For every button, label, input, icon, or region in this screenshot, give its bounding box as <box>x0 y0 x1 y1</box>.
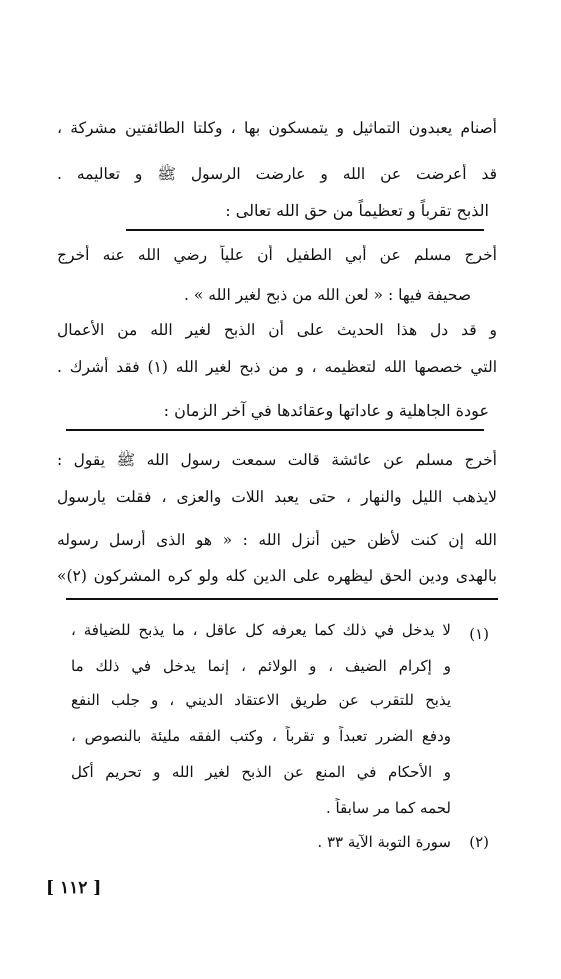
section-heading: الذبح تقرباً و تعظيماً من حق الله تعالى : <box>225 201 489 220</box>
body-line: أخرج مسلم عن أبي الطفيل أن علياً رضي الله عنه أخرج <box>57 246 497 264</box>
footnote-line: و الأحكام في المنع عن الذبح لغير الله و تحريم أكل <box>71 763 451 781</box>
footnote-separator <box>66 598 498 600</box>
page-number: [ ١١٢ ] <box>46 878 102 898</box>
footnote-line: لحمه كما مر سابقاً . <box>326 799 451 817</box>
footnote-line: ودفع الضرر تعبداً و تقرباً ، وكتب الفقه مليئة بالنصوص ، <box>71 727 451 745</box>
body-line: بالهدى ودين الحق ليظهره على الدين كله ولو كره المشركون (٢)» <box>57 567 497 585</box>
heading-underline <box>66 429 484 431</box>
body-line: التي خصصها الله لتعظيمه ، و من ذبح لغير الله (١) فقد أشرك . <box>57 358 497 376</box>
section-heading: عودة الجاهلية و عاداتها وعقائدها في آخر الزمان : <box>163 401 489 420</box>
heading-underline <box>126 229 484 231</box>
body-line: لايذهب الليل والنهار ، حتى يعبد اللات والعزى ، فقلت يارسول <box>57 488 497 506</box>
body-line: الله إن كنت لأظن حين أنزل الله : « هو الذى أرسل رسوله <box>57 531 497 549</box>
body-line: أصنام يعبدون التماثيل و يتمسكون بها ، وكلتا الطائفتين مشركة ، <box>57 119 497 137</box>
footnote-line: يذبح للتقرب عن طريق الاعتقاد الديني ، و جلب النفع <box>71 691 451 709</box>
body-line: أخرج مسلم عن عائشة قالت سمعت رسول الله ﷺ يقول : <box>57 451 497 469</box>
footnote-number: (١) <box>469 625 489 643</box>
footnote-line: و إكرام الضيف ، و الولائم ، إنما يدخل في ذلك ما <box>71 657 451 675</box>
body-line: قد أعرضت عن الله و عارضت الرسول ﷺ و تعاليمه . <box>57 165 497 183</box>
footnote-line: لا يدخل في ذلك كما يعرفه كل عاقل ، ما يذبح للضيافة ، <box>71 621 451 639</box>
footnote-line: سورة التوبة الآية ٣٣ . <box>317 833 451 851</box>
body-line: صحيفة فيها : « لعن الله من ذبح لغير الله » . <box>184 286 471 304</box>
body-line: و قد دل هذا الحديث على أن الذبح لغير الله من الأعمال <box>57 321 497 339</box>
footnote-number: (٢) <box>469 833 489 851</box>
